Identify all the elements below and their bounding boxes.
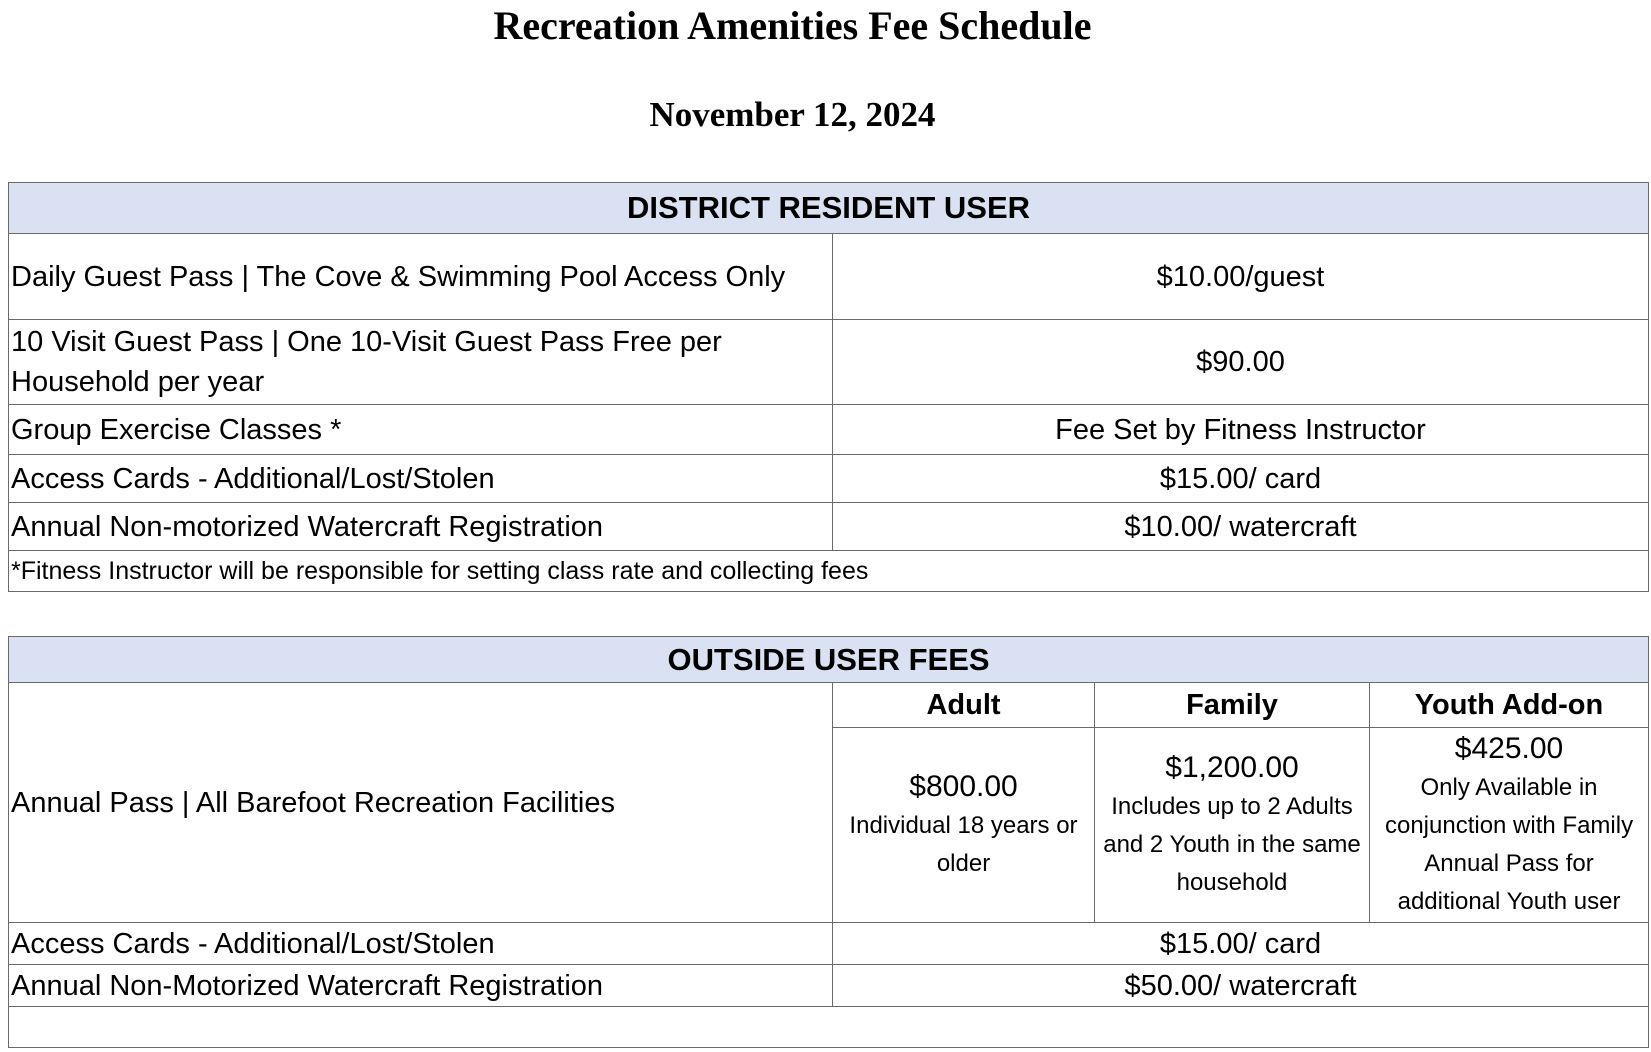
- fee-label: Daily Guest Pass | The Cove & Swimming Pool Access Only: [9, 234, 833, 320]
- family-pass-description: Includes up to 2 Adults and 2 Youth in the same household: [1103, 793, 1361, 896]
- family-pass-price: $1,200.00: [1165, 751, 1299, 784]
- youth-pass-description: Only Available in conjunction with Family Annual Pass for additional Youth user: [1384, 774, 1634, 915]
- column-header-family: Family: [1095, 683, 1370, 728]
- fee-label: Group Exercise Classes *: [9, 405, 833, 455]
- fee-label: Annual Non-motorized Watercraft Registration: [9, 503, 833, 551]
- fee-value: Fee Set by Fitness Instructor: [833, 405, 1649, 455]
- adult-pass-price: $800.00: [909, 770, 1018, 803]
- fee-value: $15.00/ card: [833, 923, 1649, 965]
- blank-row: [9, 1007, 1649, 1048]
- table-row: [9, 405, 1649, 455]
- blank-cell: [9, 1007, 1649, 1048]
- page-date: November 12, 2024: [649, 95, 936, 134]
- family-pass-cell: [1095, 728, 1370, 923]
- fee-label: 10 Visit Guest Pass | One 10-Visit Guest Pass Free per Household per year: [9, 320, 833, 405]
- column-header-youth: Youth Add-on: [1370, 683, 1649, 728]
- fee-value: $50.00/ watercraft: [833, 965, 1649, 1007]
- table-row: [9, 320, 1649, 405]
- adult-pass-cell: [833, 728, 1095, 923]
- table-row: [9, 234, 1649, 320]
- annual-pass-label: Annual Pass | All Barefoot Recreation Facilities: [9, 683, 833, 923]
- outside-section-heading: OUTSIDE USER FEES: [9, 637, 1649, 683]
- table-row: [9, 503, 1649, 551]
- youth-pass-cell: [1370, 728, 1649, 923]
- fee-label: Annual Non-Motorized Watercraft Registration: [9, 965, 833, 1007]
- fee-label: Access Cards - Additional/Lost/Stolen: [9, 455, 833, 503]
- resident-footnote: *Fitness Instructor will be responsible for setting class rate and collecting fees: [9, 551, 1649, 592]
- page-title: Recreation Amenities Fee Schedule: [493, 3, 1092, 48]
- resident-section-heading: DISTRICT RESIDENT USER: [9, 183, 1649, 234]
- fee-label: Access Cards - Additional/Lost/Stolen: [9, 923, 833, 965]
- adult-pass-description: Individual 18 years or older: [849, 812, 1078, 877]
- fee-value: $90.00: [833, 320, 1649, 405]
- fee-value: $10.00/guest: [833, 234, 1649, 320]
- fee-value: $15.00/ card: [833, 455, 1649, 503]
- table-row: [9, 455, 1649, 503]
- column-header-adult: Adult: [833, 683, 1095, 728]
- outside-user-table: [8, 636, 1649, 1048]
- fee-value: $10.00/ watercraft: [833, 503, 1649, 551]
- district-resident-table: [8, 182, 1649, 592]
- table-row: [9, 965, 1649, 1007]
- table-row: [9, 923, 1649, 965]
- youth-pass-price: $425.00: [1454, 732, 1564, 765]
